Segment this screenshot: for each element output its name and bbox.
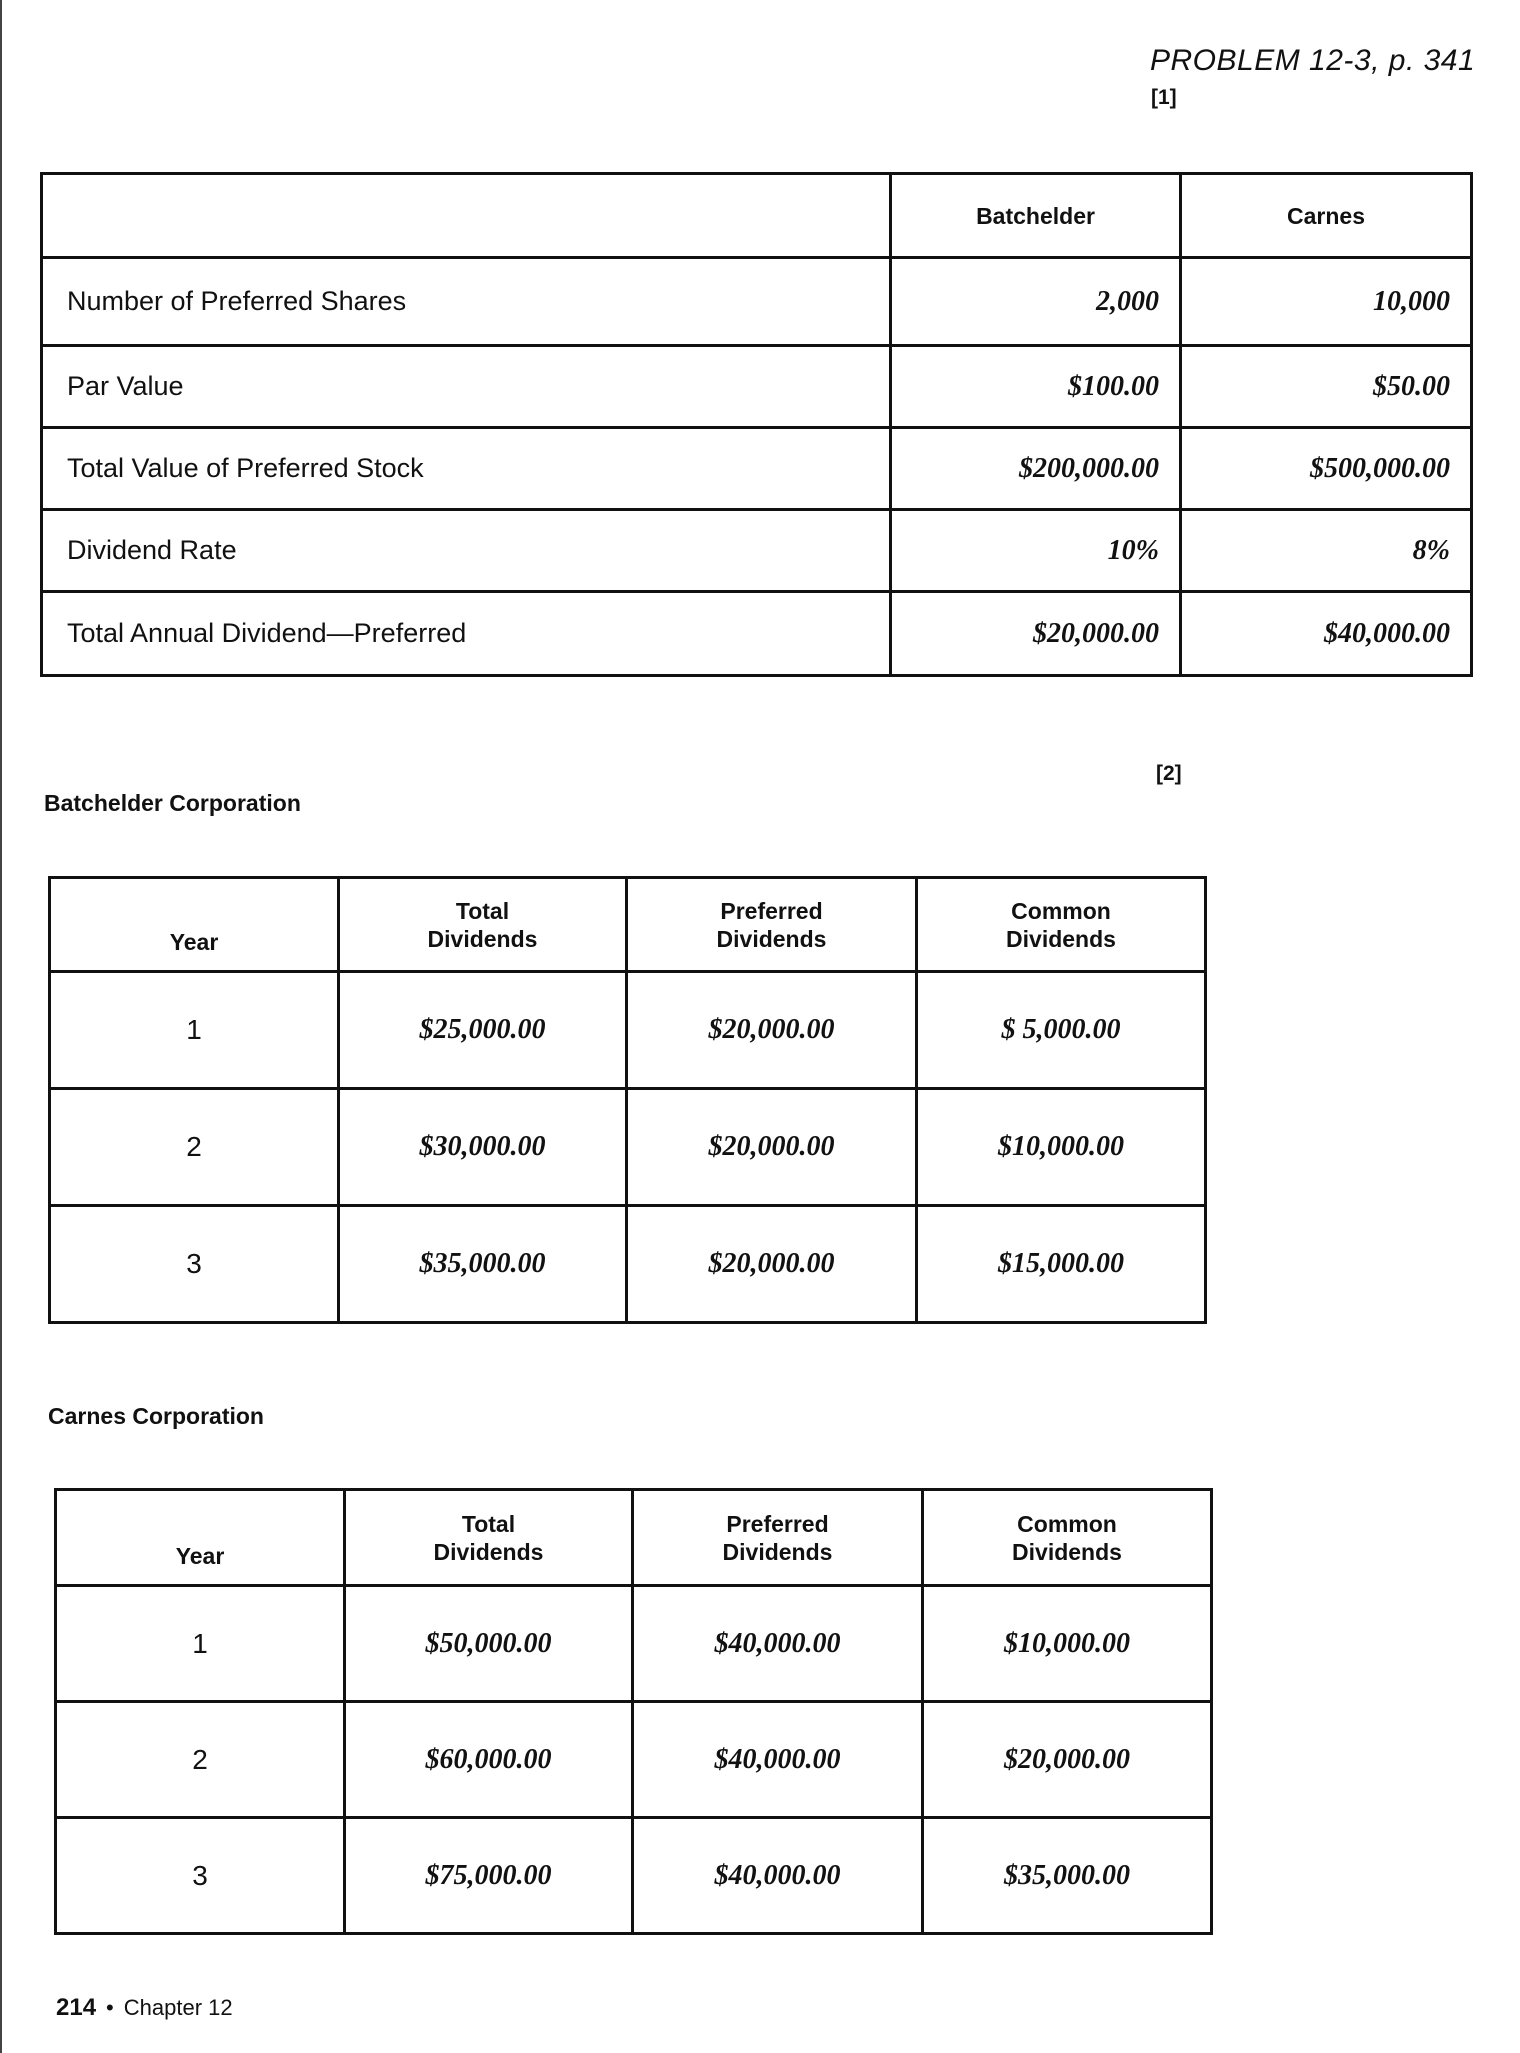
total-dividends-cell: $50,000.00 <box>345 1586 633 1702</box>
year-cell: 2 <box>50 1089 339 1206</box>
year-cell: 1 <box>56 1586 345 1702</box>
common-dividends-cell: $15,000.00 <box>917 1206 1206 1323</box>
batchelder-value: $200,000.00 <box>891 428 1181 510</box>
summary-header-carnes: Carnes <box>1181 174 1472 258</box>
page-footer <box>56 1994 233 2022</box>
header-text: Common Dividends <box>1012 1510 1122 1565</box>
common-dividends-header <box>917 878 1206 972</box>
chapter-label: Chapter 12 <box>123 1995 233 2020</box>
header-text: Total Dividends <box>433 1510 544 1565</box>
row-label: Dividend Rate <box>42 510 891 592</box>
preferred-stock-summary-table <box>40 172 1473 677</box>
year-cell: 1 <box>50 972 339 1089</box>
preferred-dividends-cell: $20,000.00 <box>627 1206 917 1323</box>
header-text: Preferred Dividends <box>722 1510 833 1565</box>
preferred-dividends-header <box>633 1490 923 1586</box>
year-header: Year <box>56 1490 345 1586</box>
part-2-marker: [2] <box>1156 762 1182 785</box>
total-dividends-header <box>345 1490 633 1586</box>
common-dividends-cell: $20,000.00 <box>923 1702 1212 1818</box>
table-row <box>42 428 1472 510</box>
table-row <box>50 1089 1206 1206</box>
preferred-dividends-header <box>627 878 917 972</box>
common-dividends-header <box>923 1490 1212 1586</box>
row-label: Total Annual Dividend—Preferred <box>42 592 891 676</box>
table-row <box>56 1586 1212 1702</box>
batchelder-value: $100.00 <box>891 346 1181 428</box>
header-text: Total Dividends <box>427 897 538 952</box>
batchelder-value: 10% <box>891 510 1181 592</box>
year-cell: 3 <box>50 1206 339 1323</box>
summary-header-blank <box>42 174 891 258</box>
common-dividends-cell: $10,000.00 <box>923 1586 1212 1702</box>
carnes-value: 8% <box>1181 510 1472 592</box>
row-label: Total Value of Preferred Stock <box>42 428 891 510</box>
carnes-section-title: Carnes Corporation <box>48 1403 264 1429</box>
table-row <box>56 1702 1212 1818</box>
table-row <box>42 510 1472 592</box>
summary-header-batchelder: Batchelder <box>891 174 1181 258</box>
header-text: Preferred Dividends <box>716 897 827 952</box>
year-header: Year <box>50 878 339 972</box>
year-cell: 3 <box>56 1818 345 1934</box>
batchelder-value: 2,000 <box>891 258 1181 346</box>
preferred-dividends-cell: $40,000.00 <box>633 1818 923 1934</box>
bullet-separator: • <box>106 1995 114 2020</box>
common-dividends-cell: $ 5,000.00 <box>917 972 1206 1089</box>
table-row <box>56 1818 1212 1934</box>
batchelder-header-row <box>50 878 1206 972</box>
batchelder-dividends-table <box>48 876 1207 1324</box>
preferred-dividends-cell: $20,000.00 <box>627 1089 917 1206</box>
carnes-value: $40,000.00 <box>1181 592 1472 676</box>
carnes-header-row <box>56 1490 1212 1586</box>
carnes-value: 10,000 <box>1181 258 1472 346</box>
table-row <box>42 258 1472 346</box>
header-text: Common Dividends <box>1006 897 1116 952</box>
total-dividends-header <box>339 878 627 972</box>
row-label: Number of Preferred Shares <box>42 258 891 346</box>
carnes-value: $50.00 <box>1181 346 1472 428</box>
table-row <box>42 592 1472 676</box>
table-row <box>50 972 1206 1089</box>
carnes-value: $500,000.00 <box>1181 428 1472 510</box>
carnes-dividends-table <box>54 1488 1213 1935</box>
common-dividends-cell: $10,000.00 <box>917 1089 1206 1206</box>
batchelder-section-title: Batchelder Corporation <box>44 790 301 816</box>
page-number: 214 <box>56 1994 97 2021</box>
preferred-dividends-cell: $20,000.00 <box>627 972 917 1089</box>
table-row <box>42 346 1472 428</box>
page-edge-rule <box>0 0 2 2053</box>
table-row <box>50 1206 1206 1323</box>
row-label: Par Value <box>42 346 891 428</box>
preferred-dividends-cell: $40,000.00 <box>633 1586 923 1702</box>
total-dividends-cell: $30,000.00 <box>339 1089 627 1206</box>
common-dividends-cell: $35,000.00 <box>923 1818 1212 1934</box>
summary-header-row <box>42 174 1472 258</box>
preferred-dividends-cell: $40,000.00 <box>633 1702 923 1818</box>
year-cell: 2 <box>56 1702 345 1818</box>
total-dividends-cell: $25,000.00 <box>339 972 627 1089</box>
total-dividends-cell: $75,000.00 <box>345 1818 633 1934</box>
problem-heading: PROBLEM 12-3, p. 341 <box>1150 44 1476 77</box>
batchelder-value: $20,000.00 <box>891 592 1181 676</box>
total-dividends-cell: $35,000.00 <box>339 1206 627 1323</box>
total-dividends-cell: $60,000.00 <box>345 1702 633 1818</box>
part-1-marker: [1] <box>1151 86 1177 109</box>
